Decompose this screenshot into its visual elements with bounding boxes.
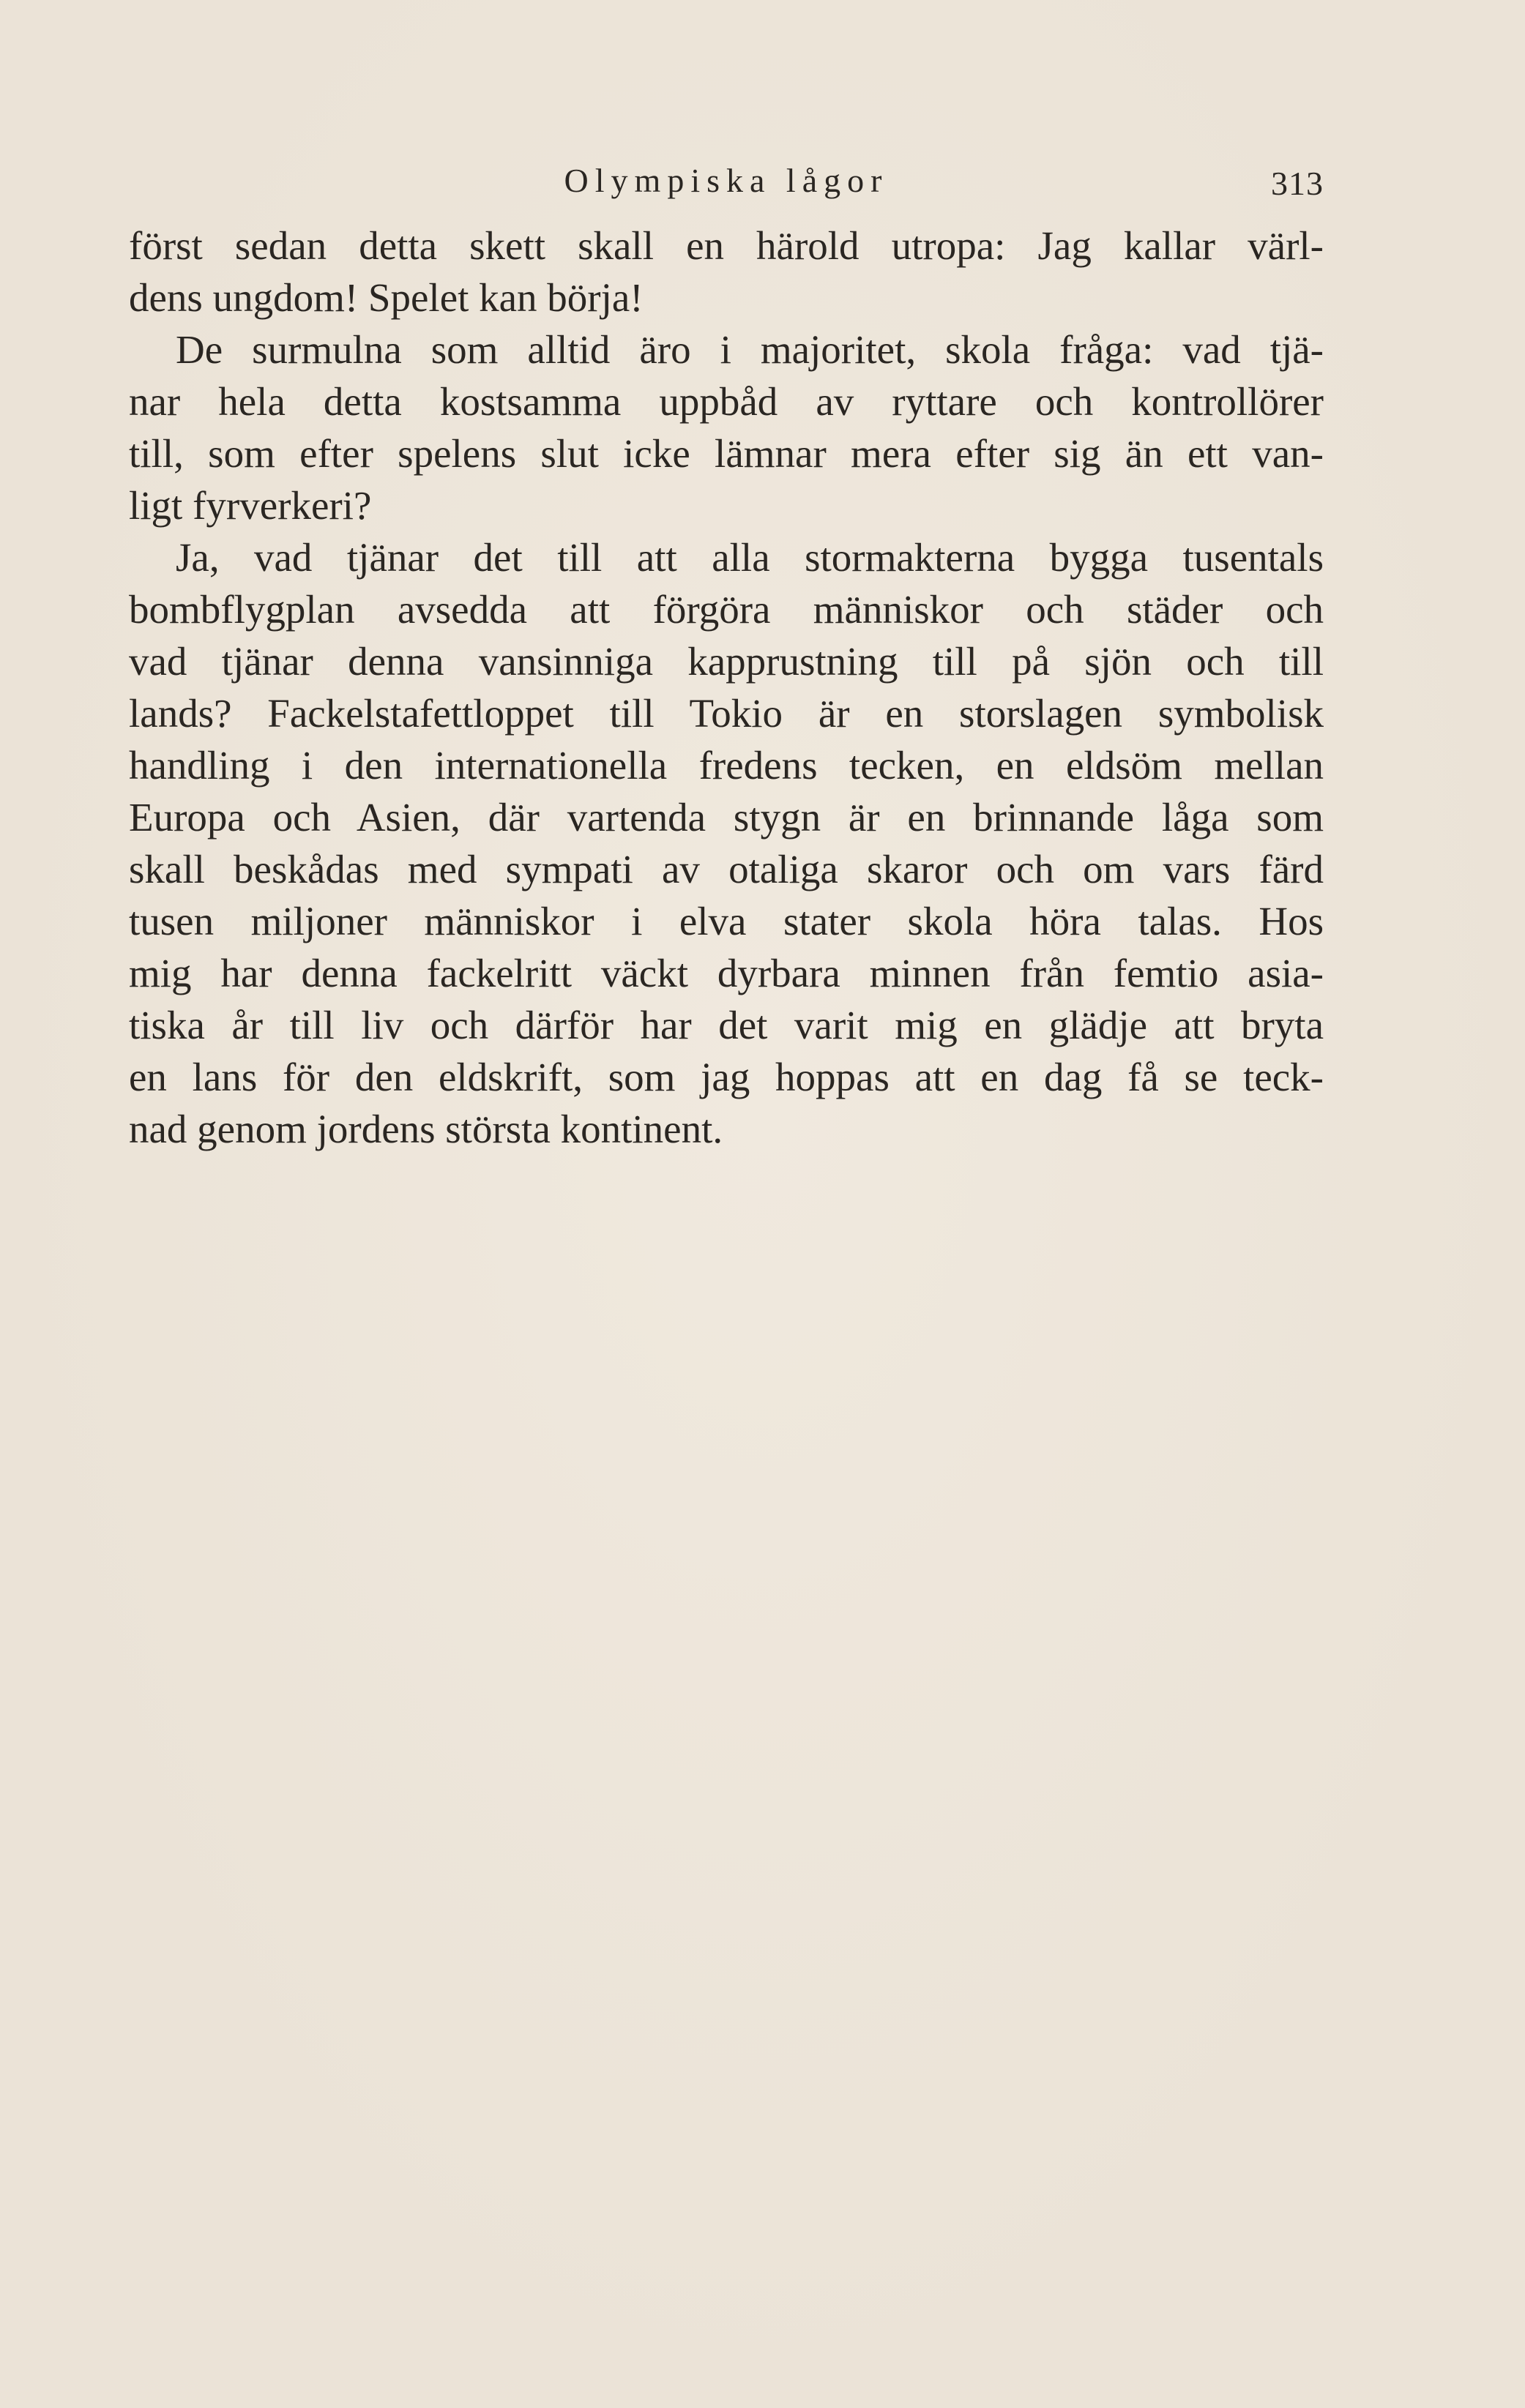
page-number: 313 [1271, 165, 1324, 202]
text-line: nar hela detta kostsamma uppbåd av ryttare och kontrollörer [129, 379, 1324, 424]
text-line: skall beskådas med sympati av otaliga skaror och om vars färd [129, 847, 1324, 891]
text-line: De surmulna som alltid äro i majoritet, skola fråga: vad tjä- [176, 327, 1324, 372]
text-line: mig har denna fackelritt väckt dyrbara minnen från femtio asia- [129, 951, 1324, 995]
text-line: Ja, vad tjänar det till att alla stormakterna bygga tusentals [176, 535, 1324, 580]
text-line: Europa och Asien, där vartenda stygn är en brinnande låga som [129, 795, 1324, 840]
text-line: till, som efter spelens slut icke lämnar mera efter sig än ett van- [129, 431, 1324, 476]
text-line: lands? Fackelstafettloppet till Tokio är en storslagen symbolisk [129, 691, 1324, 736]
text-line: handling i den internationella fredens tecken, en eldsöm mellan [129, 743, 1324, 788]
text-line: dens ungdom! Spelet kan börja! [129, 275, 644, 320]
running-title: Olympiska lågor [564, 162, 889, 199]
text-line: tusen miljoner människor i elva stater skola höra talas. Hos [129, 899, 1324, 943]
text-line: ligt fyrverkeri? [129, 483, 372, 528]
text-line: en lans för den eldskrift, som jag hoppas att en dag få se teck- [129, 1055, 1324, 1099]
text-line: bombflygplan avsedda att förgöra människor och städer och [129, 587, 1324, 632]
text-line: nad genom jordens största kontinent. [129, 1107, 723, 1151]
text-line: tiska år till liv och därför har det varit mig en glädje att bryta [129, 1003, 1324, 1047]
running-head [129, 155, 1324, 206]
body-text [129, 220, 1324, 1155]
text-line: först sedan detta skett skall en härold utropa: Jag kallar värl- [129, 223, 1324, 268]
text-line: vad tjänar denna vansinniga kapprustning till på sjön och till [129, 639, 1324, 684]
